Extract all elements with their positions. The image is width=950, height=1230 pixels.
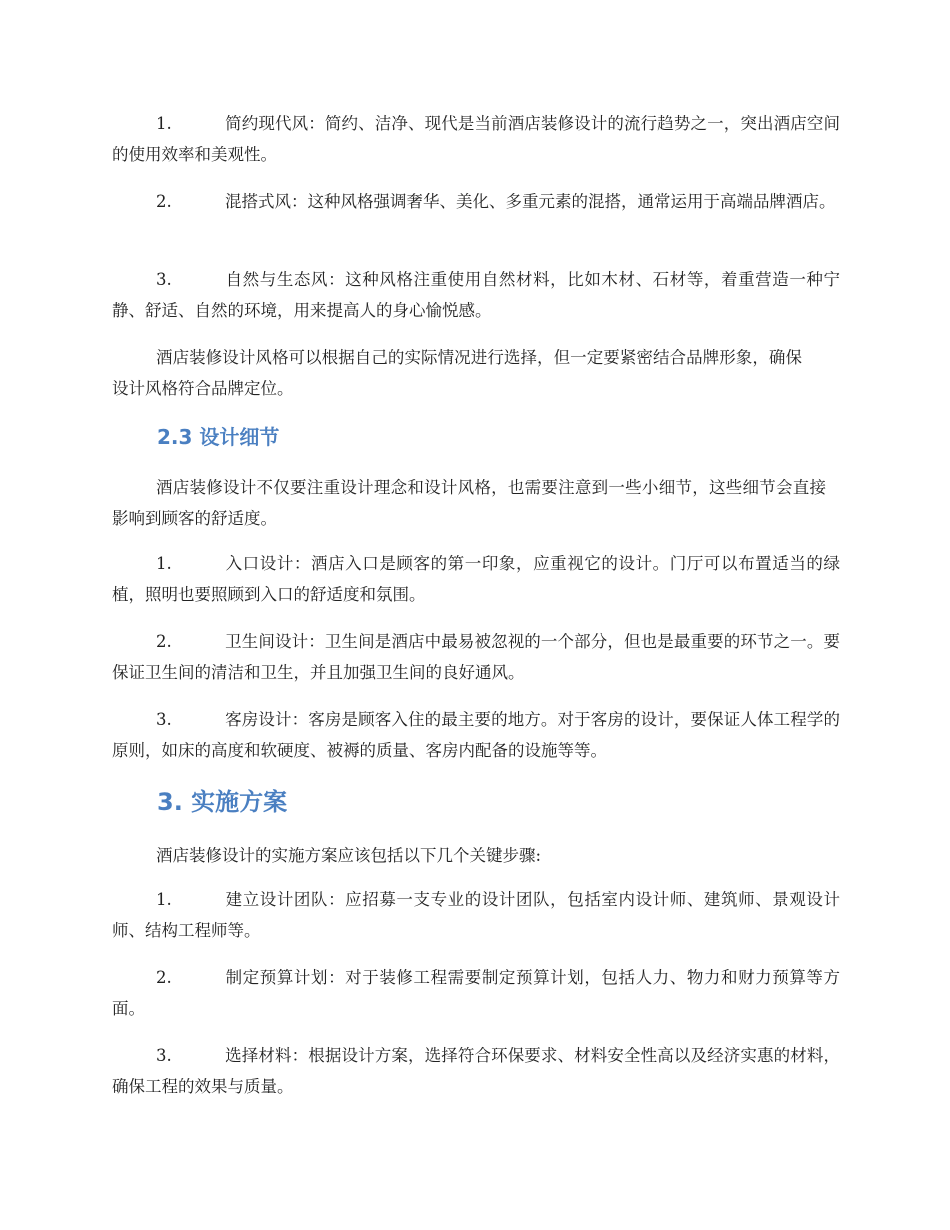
list-item [112,962,840,1024]
section-heading: 2.3 设计细节 [157,425,280,449]
list-text: 制定预算计划：对于装修工程需要制定预算计划，包括人力、物力和财力预算等方面。 [112,968,840,1018]
list-item [112,704,840,766]
list-number: 1. [156,890,172,909]
list-item [112,264,840,326]
list-number: 2. [156,192,172,211]
list-number: 2. [156,632,172,651]
list-item [112,108,840,170]
list-item [112,186,840,217]
list-item [112,548,840,610]
list-text: 简约现代风：简约、洁净、现代是当前酒店装修设计的流行趋势之一，突出酒店空间的使用效率和美观性。 [112,114,840,164]
chapter-heading: 3. 实施方案 [157,788,288,816]
paragraph: 酒店装修设计风格可以根据自己的实际情况进行选择，但一定要紧密结合品牌形象，确保设计风格符合品牌定位。 [112,348,802,398]
list-text: 混搭式风：这种风格强调奢华、美化、多重元素的混搭，通常运用于高端品牌酒店。 [225,192,836,211]
list-item [112,884,840,946]
list-number: 3. [156,270,172,289]
list-number: 3. [156,1046,172,1065]
paragraph: 酒店装修设计的实施方案应该包括以下几个关键步骤: [156,846,542,865]
list-text: 卫生间设计：卫生间是酒店中最易被忽视的一个部分，但也是最重要的环节之一。要保证卫生间的清洁和卫生，并且加强卫生间的良好通风。 [112,632,840,682]
list-text: 选择材料：根据设计方案，选择符合环保要求、材料安全性高以及经济实惠的材料，确保工程的效果与质量。 [112,1046,840,1096]
paragraph: 酒店装修设计不仅要注重设计理念和设计风格，也需要注意到一些小细节，这些细节会直接影响到顾客的舒适度。 [112,478,826,528]
list-number: 1. [156,114,172,133]
list-number: 3. [156,710,172,729]
list-number: 1. [156,554,172,573]
list-number: 2. [156,968,172,987]
list-item [112,626,840,688]
list-text: 建立设计团队：应招募一支专业的设计团队，包括室内设计师、建筑师、景观设计师、结构工程师等。 [112,890,840,940]
list-text: 客房设计：客房是顾客入住的最主要的地方。对于客房的设计，要保证人体工程学的原则，如床的高度和软硬度、被褥的质量、客房内配备的设施等等。 [112,710,840,760]
list-text: 自然与生态风：这种风格注重使用自然材料，比如木材、石材等，着重营造一种宁静、舒适、自然的环境，用来提高人的身心愉悦感。 [112,270,840,320]
list-text: 入口设计：酒店入口是顾客的第一印象，应重视它的设计。门厅可以布置适当的绿植，照明也要照顾到入口的舒适度和氛围。 [112,554,840,604]
list-item [112,1040,840,1102]
